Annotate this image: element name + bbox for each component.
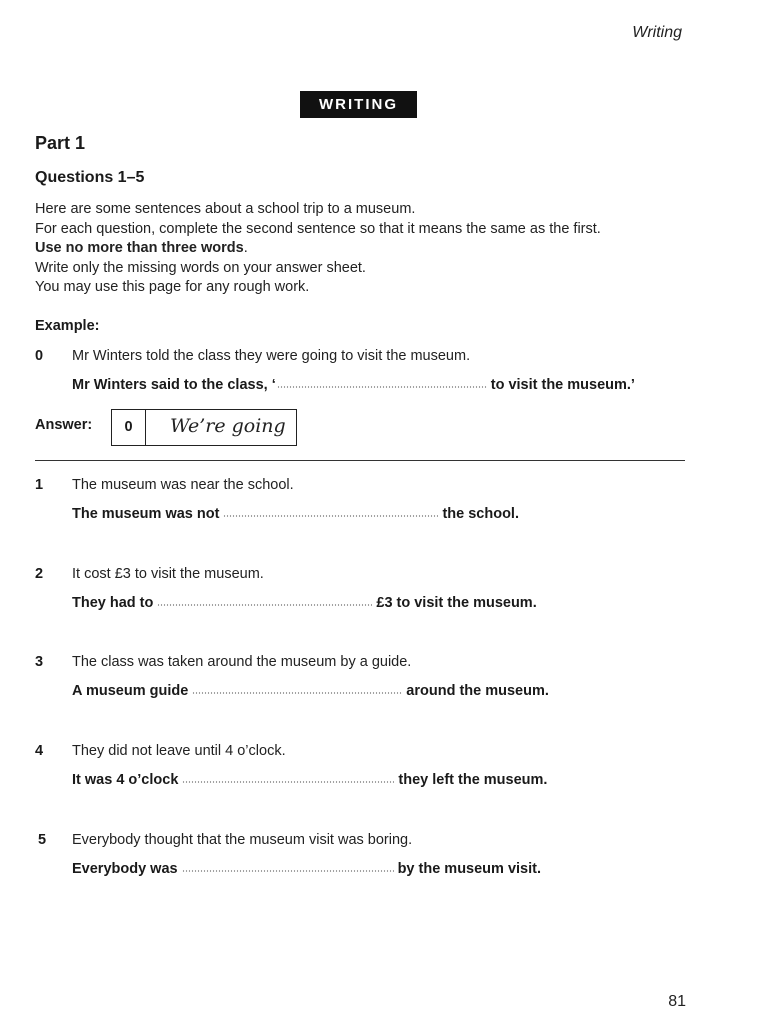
prompt-before: They had to bbox=[72, 595, 154, 611]
question-sentence: They did not leave until 4 o’clock. bbox=[72, 743, 286, 759]
prompt-before: Everybody was bbox=[72, 861, 178, 877]
question-sentence: It cost £3 to visit the museum. bbox=[72, 566, 264, 582]
answer-blank bbox=[157, 604, 372, 606]
prompt-after: they left the museum. bbox=[398, 772, 548, 788]
example-prompt-after: to visit the museum.’ bbox=[490, 377, 635, 393]
question-number: 5 bbox=[38, 832, 47, 848]
answer-blank bbox=[192, 692, 402, 694]
example-number: 0 bbox=[35, 348, 44, 364]
question-sentence: The museum was near the school. bbox=[72, 477, 294, 493]
questions-range: Questions 1–5 bbox=[35, 169, 145, 186]
question-sentence: Everybody thought that the museum visit was boring. bbox=[72, 832, 413, 848]
prompt-before: It was 4 o’clock bbox=[72, 772, 179, 788]
section-banner: WRITING bbox=[300, 91, 417, 118]
instruction-line bbox=[35, 239, 601, 259]
question-sentence: The class was taken around the museum by a guide. bbox=[72, 654, 412, 670]
answer-blank bbox=[223, 515, 438, 517]
prompt-after: the school. bbox=[442, 506, 519, 522]
question-prompt bbox=[72, 772, 547, 788]
question-number: 2 bbox=[35, 566, 44, 582]
prompt-before: The museum was not bbox=[72, 506, 220, 522]
instructions bbox=[35, 200, 601, 298]
page-number: 81 bbox=[668, 993, 686, 1010]
prompt-after: around the museum. bbox=[406, 683, 549, 699]
answer-blank bbox=[182, 781, 394, 783]
example-prompt bbox=[72, 377, 635, 393]
instruction-line: Write only the missing words on your answer sheet. bbox=[35, 259, 366, 276]
answer-blank bbox=[277, 386, 487, 388]
instruction-line: For each question, complete the second sentence so that it means the same as the first. bbox=[35, 220, 601, 237]
question-prompt bbox=[72, 683, 549, 699]
question-number: 1 bbox=[35, 477, 44, 493]
example-sentence: Mr Winters told the class they were going to visit the museum. bbox=[72, 348, 471, 364]
example-prompt-before: Mr Winters said to the class, ‘ bbox=[72, 377, 276, 393]
example-answer-box bbox=[111, 409, 297, 446]
running-head: Writing bbox=[632, 24, 682, 41]
question-prompt bbox=[72, 506, 519, 522]
prompt-before: A museum guide bbox=[72, 683, 189, 699]
instruction-emphasis: Use no more than three words bbox=[35, 240, 244, 257]
question-number: 4 bbox=[35, 743, 44, 759]
example-label: Example: bbox=[35, 318, 100, 334]
answer-box-number: 0 bbox=[112, 410, 146, 445]
instruction-period: . bbox=[243, 240, 248, 257]
handwritten-answer: We’re going bbox=[170, 415, 286, 437]
part-title: Part 1 bbox=[35, 133, 86, 153]
prompt-after: £3 to visit the museum. bbox=[376, 595, 537, 611]
prompt-after: by the museum visit. bbox=[397, 861, 542, 877]
divider bbox=[35, 460, 685, 461]
answer-blank bbox=[182, 870, 394, 872]
question-number: 3 bbox=[35, 654, 44, 670]
instruction-line: Here are some sentences about a school trip to a museum. bbox=[35, 201, 416, 217]
question-prompt bbox=[72, 861, 541, 877]
answer-label: Answer: bbox=[35, 417, 93, 433]
question-prompt bbox=[72, 595, 537, 611]
instruction-line: You may use this page for any rough work. bbox=[35, 279, 310, 296]
